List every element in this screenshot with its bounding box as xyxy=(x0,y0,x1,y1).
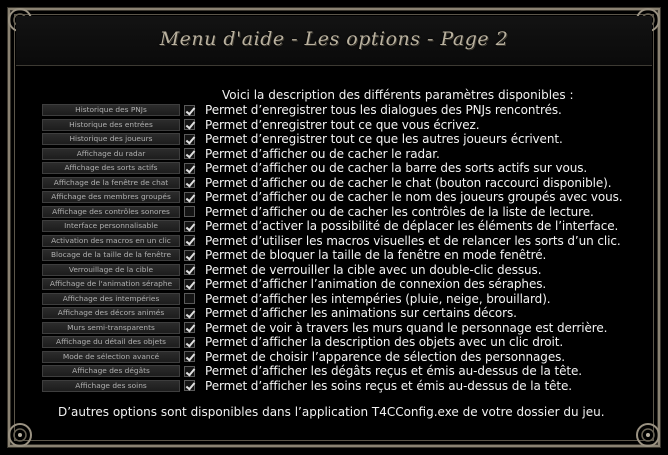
option-checkbox[interactable] xyxy=(184,235,195,246)
option-checkbox[interactable] xyxy=(184,380,195,391)
option-row xyxy=(42,350,652,365)
option-description: Permet d’afficher ou de cacher le radar. xyxy=(205,146,440,161)
option-button[interactable]: Blocage de la taille de la fenêtre xyxy=(42,249,180,261)
option-checkbox[interactable] xyxy=(184,308,195,319)
option-checkbox[interactable] xyxy=(184,163,195,174)
option-checkbox[interactable] xyxy=(184,337,195,348)
option-row xyxy=(42,161,652,176)
options-list xyxy=(42,103,652,393)
option-button[interactable]: Affichage du détail des objets xyxy=(42,336,180,348)
option-button[interactable]: Affichage des contrôles sonores xyxy=(42,206,180,218)
corner-ornament-icon xyxy=(626,413,666,453)
option-row xyxy=(42,190,652,205)
option-row xyxy=(42,364,652,379)
option-checkbox[interactable] xyxy=(184,192,195,203)
option-checkbox[interactable] xyxy=(184,206,195,217)
option-checkbox[interactable] xyxy=(184,221,195,232)
option-checkbox[interactable] xyxy=(184,293,195,304)
option-row xyxy=(42,321,652,336)
option-row xyxy=(42,132,652,147)
option-checkbox[interactable] xyxy=(184,177,195,188)
option-button[interactable]: Mode de sélection avancé xyxy=(42,351,180,363)
option-button[interactable]: Interface personnalisable xyxy=(42,220,180,232)
option-checkbox[interactable] xyxy=(184,134,195,145)
option-button[interactable]: Affichage du radar xyxy=(42,148,180,160)
option-button[interactable]: Activation des macros en un clic xyxy=(42,235,180,247)
option-description: Permet d’afficher ou de cacher le chat (bouton raccourci disponible). xyxy=(205,175,612,190)
option-description: Permet d’afficher la description des objets avec un clic droit. xyxy=(205,335,564,350)
window-title: Menu d'aide - Les options - Page 2 xyxy=(159,28,509,50)
option-row xyxy=(42,219,652,234)
option-button[interactable]: Affichage des membres groupés xyxy=(42,191,180,203)
option-description: Permet d’utiliser les macros visuelles et de relancer les sorts d’un clic. xyxy=(205,233,621,248)
option-checkbox[interactable] xyxy=(184,351,195,362)
corner-ornament-icon xyxy=(2,413,42,453)
option-row xyxy=(42,277,652,292)
option-checkbox[interactable] xyxy=(184,148,195,159)
title-bar[interactable] xyxy=(16,16,652,66)
option-button[interactable]: Historique des entrées xyxy=(42,119,180,131)
footer-text: D’autres options sont disponibles dans l’application T4CConfig.exe de votre dossier du jeu. xyxy=(58,405,605,419)
option-button[interactable]: Verrouillage de la cible xyxy=(42,264,180,276)
option-checkbox[interactable] xyxy=(184,366,195,377)
option-description: Permet d’enregistrer tout ce que vous écrivez. xyxy=(205,117,480,132)
option-button[interactable]: Historique des PNJs xyxy=(42,104,180,116)
option-button[interactable]: Affichage des dégâts xyxy=(42,365,180,377)
option-row xyxy=(42,205,652,220)
option-description: Permet d’afficher les animations sur certains décors. xyxy=(205,306,517,321)
option-description: Permet d’afficher ou de cacher les contrôles de la liste de lecture. xyxy=(205,204,594,219)
option-button[interactable]: Affichage de la fenêtre de chat xyxy=(42,177,180,189)
option-checkbox[interactable] xyxy=(184,279,195,290)
option-row xyxy=(42,335,652,350)
option-description: Permet d’afficher les dégâts reçus et émis au-dessus de la tête. xyxy=(205,364,583,379)
option-row xyxy=(42,103,652,118)
option-row xyxy=(42,176,652,191)
option-button[interactable]: Historique des joueurs xyxy=(42,133,180,145)
option-description: Permet d’enregistrer tous les dialogues des PNJs rencontrés. xyxy=(205,103,562,118)
option-row xyxy=(42,292,652,307)
option-button[interactable]: Affichage de l'animation séraphe xyxy=(42,278,180,290)
option-description: Permet d’enregistrer tout ce que les autres joueurs écrivent. xyxy=(205,132,563,147)
intro-text: Voici la description des différents paramètres disponibles : xyxy=(222,88,574,102)
option-checkbox[interactable] xyxy=(184,322,195,333)
option-description: Permet d’activer la possibilité de déplacer les éléments de l’interface. xyxy=(205,219,619,234)
option-button[interactable]: Murs semi-transparents xyxy=(42,322,180,334)
option-description: Permet d’afficher ou de cacher le nom des joueurs groupés avec vous. xyxy=(205,190,623,205)
option-checkbox[interactable] xyxy=(184,250,195,261)
option-row xyxy=(42,379,652,394)
option-row xyxy=(42,118,652,133)
option-button[interactable]: Affichage des décors animés xyxy=(42,307,180,319)
option-row xyxy=(42,248,652,263)
option-checkbox[interactable] xyxy=(184,264,195,275)
option-description: Permet d’afficher les soins reçus et émis au-dessus de la tête. xyxy=(205,378,572,393)
option-checkbox[interactable] xyxy=(184,105,195,116)
option-row xyxy=(42,306,652,321)
option-description: Permet d’afficher l’animation de connexion des séraphes. xyxy=(205,277,547,292)
option-row xyxy=(42,147,652,162)
option-button[interactable]: Affichage des sorts actifs xyxy=(42,162,180,174)
option-button[interactable]: Affichage des soins xyxy=(42,380,180,392)
option-row xyxy=(42,263,652,278)
option-button[interactable]: Affichage des intempéries xyxy=(42,293,180,305)
option-description: Permet de choisir l’apparence de sélection des personnages. xyxy=(205,349,565,364)
option-description: Permet de verrouiller la cible avec un double-clic dessus. xyxy=(205,262,542,277)
option-checkbox[interactable] xyxy=(184,119,195,130)
option-row xyxy=(42,234,652,249)
option-description: Permet de bloquer la taille de la fenêtre en mode fenêtré. xyxy=(205,248,547,263)
option-description: Permet d’afficher ou de cacher la barre des sorts actifs sur vous. xyxy=(205,161,588,176)
option-description: Permet de voir à travers les murs quand le personnage est derrière. xyxy=(205,320,608,335)
option-description: Permet d’afficher les intempéries (pluie, neige, brouillard). xyxy=(205,291,551,306)
